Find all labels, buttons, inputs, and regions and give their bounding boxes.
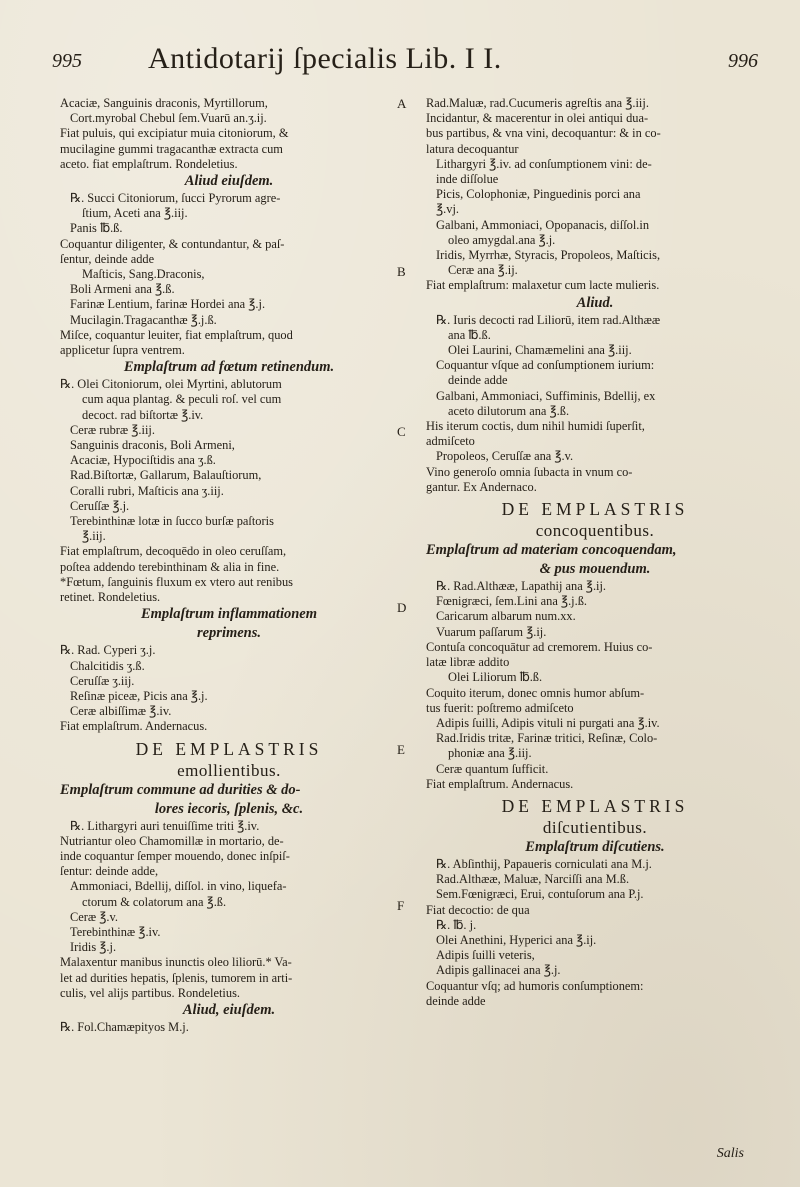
text-line: Iridis, Myrrhæ, Styracis, Propoleos, Maſticis, [436,248,661,263]
text-line: Panis ℔.ß. [70,221,123,236]
section-heading: concoquentibus. [535,521,655,541]
text-line: Fiat emplaſtrum. Andernacus. [426,776,574,791]
text-line: Rad.Maluæ, rad.Cucumeris agreſtis ana ℥.iij. [426,96,649,110]
text-line: Coquito iterum, donec omnis humor abſum- [426,685,645,700]
text-line: Ammoniaci, Bdellij, diſſol. in vino, liquefa- [70,879,287,894]
text-line: Adipis ſuilli, Adipis vituli ni purgati ana ℥.iv. [436,715,660,730]
marker-c: C [397,424,406,439]
section-heading: diſcutientibus. [542,817,648,837]
text-line: ℥.vj. [436,202,459,217]
text-line: ℞. Fol.Chamæpityos M.j. [60,1019,189,1034]
catchword: Salis [716,1146,744,1161]
section-heading: Aliud, eiuſdem. [182,1001,276,1018]
text-line: Nutriantur oleo Chamomillæ in mortario, de- [60,833,284,848]
text-line: *Fœtum, ſanguinis fluxum ex vtero aut renibus [60,574,293,589]
text-line: Ceræ quantum ſufficit. [436,761,549,776]
section-heading: lores iecoris, ſplenis, &c. [154,800,304,817]
text-line: Sanguinis draconis, Boli Armeni, [70,438,235,453]
marker-d: D [397,600,407,615]
text-line: Fœnigræci, ſem.Lini ana ℥.j.ß. [436,594,588,609]
marker-b: B [397,264,406,279]
text-line: Ceruſſæ ℥.j. [70,498,130,513]
text-line: ſentur: deinde adde, [60,864,159,879]
text-line: ℞. Olei Citoniorum, olei Myrtini, ablutorum [60,377,282,392]
text-line: Fiat emplaſtrum, decoquēdo in oleo ceruſſam, [60,544,287,559]
text-line: poſtea addendo terebinthinam & alia in fine. [60,559,280,574]
text-line: Fiat puluis, qui excipiatur muia citoniorum, & [60,126,289,141]
section-heading: reprimens. [196,625,262,642]
text-line: ana ℔.ß. [448,327,491,342]
section-heading: DE EMPLASTRIS [135,738,323,759]
text-line: Boli Armeni ana ℥.ß. [70,282,175,297]
text-line: Lithargyri ℥.iv. ad conſumptionem vini: de- [436,156,652,171]
text-line: ℞. Abſinthij, Papaueris corniculati ana M.j. [436,856,652,871]
right-column [426,96,764,1009]
text-line: gantur. Ex Andernaco. [426,479,537,494]
text-line: Coralli rubri, Maſticis ana ʒ.iij. [70,483,224,498]
text-line: Rad.Iridis tritæ, Farinæ tritici, Reſinæ, Colo- [436,731,658,746]
text-line: Terebinthinæ lotæ in ſucco burſæ paſtoris [70,514,274,529]
text-line: Ceræ albiſſimæ ℥.iv. [70,704,172,719]
text-line: admiſceto [426,434,475,449]
text-line: Contuſa concoquātur ad cremorem. Huius co- [426,639,653,654]
text-line: applicetur ſupra ventrem. [60,343,185,358]
text-line: Fiat emplaſtrum. Andernacus. [60,719,208,734]
text-line: let ad durities hepatis, ſplenis, tumorem in arti- [60,970,293,985]
section-heading: Emplaſtrum commune ad durities & do- [60,781,301,798]
text-line: deinde adde [426,993,486,1008]
text-line: Ceruſſæ ʒ.iij. [70,673,135,688]
text-line: Miſce, coquantur leuiter, fiat emplaſtrum, quod [60,327,293,342]
text-line: Propoleos, Ceruſſæ ana ℥.v. [436,449,574,464]
section-heading: Emplaſtrum diſcutiens. [525,838,665,855]
text-line: Sem.Fœnigræci, Erui, contuſorum ana P.j. [436,887,644,902]
text-line: His iterum coctis, dum nihil humidi ſuperſit, [426,419,645,434]
text-line: Olei Anethini, Hyperici ana ℥.ij. [436,932,597,947]
text-line: Vuarum paſſarum ℥.ij. [436,624,547,639]
text-line: retinet. Rondeletius. [60,590,161,605]
marker-f: F [397,898,405,913]
section-heading: & pus mouendum. [539,561,651,578]
text-line: Picis, Colophoniæ, Pinguedinis porci ana [436,187,641,202]
text-line: cum aqua plantag. & peculi roſ. vel cum [82,392,282,407]
text-line: decoct. rad biſtortæ ℥.iv. [82,407,204,422]
text-line: Galbani, Ammoniaci, Opopanacis, diſſol.in [436,217,650,232]
text-line: ſentur, deinde adde [60,251,155,266]
text-line: Chalcitidis ʒ.ß. [70,658,145,673]
text-line: Fiat decoctio: de qua [426,902,530,917]
text-line: Acaciæ, Sanguinis draconis, Myrtillorum, [60,96,268,110]
text-line: Malaxentur manibus inunctis oleo liliorū.* Va- [60,955,292,970]
section-heading: DE EMPLASTRIS [501,795,689,816]
text-line: Acaciæ, Hypociſtidis ana ʒ.ß. [70,453,216,468]
text-line: ſtium, Aceti ana ℥.iij. [82,206,188,221]
text-line: ℥.iij. [82,529,106,544]
text-line: oleo amygdal.ana ℥.j. [448,232,556,247]
text-line: ℞. Succi Citoniorum, ſucci Pyrorum agre- [70,191,281,206]
text-line: aceto. fiat emplaſtrum. Rondeletius. [60,156,238,171]
text-line: ℞. Rad.Althææ, Lapathij ana ℥.ij. [436,579,607,594]
text-line: Rad.Althææ, Maluæ, Narciſſi ana M.ß. [436,872,630,887]
running-title: Antidotarij ſpecialis Lib. I I. [148,42,502,75]
text-line: ℞. Iuris decocti rad Liliorū, item rad.Althææ [436,312,661,327]
text-line: Ceræ rubræ ℥.iij. [70,422,155,437]
section-heading: emollientibus. [177,760,281,780]
page-number-left: 995 [52,50,82,72]
section-heading: Emplaſtrum ad materiam concoquendam, [426,542,677,559]
text-line: Reſinæ piceæ, Picis ana ℥.j. [70,688,208,703]
text-line: ℞. ℔. j. [436,917,477,932]
text-line: Maſticis, Sang.Draconis, [82,267,205,282]
text-line: phoniæ ana ℥.iij. [448,746,532,761]
text-line: Ceræ ℥.v. [70,909,118,924]
text-line: Olei Laurini, Chamæmelini ana ℥.iij. [448,343,632,358]
text-line: Incidantur, & macerentur in olei antiqui dua- [426,111,649,126]
text-line: Ceræ ana ℥.ij. [448,263,518,278]
text-line: latura decoquantur [426,141,519,156]
text-line: Adipis ſuilli veteris, [436,948,535,963]
text-line: Cort.myrobal Chebul ſem.Vuarū an.ʒ.ij. [70,111,267,126]
page-number-right: 996 [728,50,758,72]
text-line: Terebinthinæ ℥.iv. [70,924,161,939]
marker-a: A [397,96,407,111]
section-heading: Emplaſtrum ad fœtum retinendum. [123,359,335,376]
text-line: culis, vel alijs partibus. Rondeletius. [60,985,240,1000]
text-line: Rad.Biſtortæ, Gallarum, Balauſtiorum, [70,468,262,483]
text-line: bus partibus, & vna vini, decoquantur: & in co- [426,126,661,141]
text-line: aceto dilutorum ana ℥.ß. [448,403,570,418]
text-line: mucilagine gummi tragacanthæ extracta cum [60,141,283,156]
text-line: Iridis ℥.j. [70,940,117,955]
text-line: ℞. Lithargyri auri tenuiſſime triti ℥.iv. [70,818,260,833]
text-line: Farinæ Lentium, farinæ Hordei ana ℥.j. [70,297,266,312]
text-line: deinde adde [448,373,508,388]
margin-markers [395,0,415,1187]
text-line: Caricarum albarum num.xx. [436,609,576,624]
text-line: Vino generoſo omnia ſubacta in vnum co- [426,464,633,479]
text-line: latæ libræ addito [426,655,510,670]
text-line: Coquantur diligenter, & contundantur, & paſ- [60,236,285,251]
text-line: Olei Liliorum ℔.ß. [448,670,543,685]
text-line: ctorum & colatorum ana ℥.ß. [82,894,227,909]
section-heading: Aliud. [576,294,614,311]
text-line: Fiat emplaſtrum: malaxetur cum lacte mulieris. [426,278,660,293]
marker-e: E [397,742,405,757]
section-heading: Emplaſtrum inflammationem [140,606,318,623]
text-line: Coquantur vſque ad conſumptionem iurium: [436,358,655,373]
text-line: Coquantur vſq; ad humoris conſumptionem: [426,978,644,993]
text-line: Adipis gallinacei ana ℥.j. [436,963,561,978]
text-line: Mucilagin.Tragacanthæ ℥.j.ß. [70,312,217,327]
left-column [60,96,398,1035]
text-line: inde coquantur ſemper mouendo, donec inſpiſ- [60,848,290,863]
section-heading: DE EMPLASTRIS [501,499,689,520]
text-line: inde diſſolue [436,172,499,187]
text-line: tus fuerit: poſtremo admiſceto [426,700,574,715]
text-line: ℞. Rad. Cyperi ʒ.j. [60,643,156,658]
text-line: Galbani, Ammoniaci, Suffiminis, Bdellij, ex [436,388,656,403]
section-heading: Aliud eiuſdem. [184,173,274,190]
